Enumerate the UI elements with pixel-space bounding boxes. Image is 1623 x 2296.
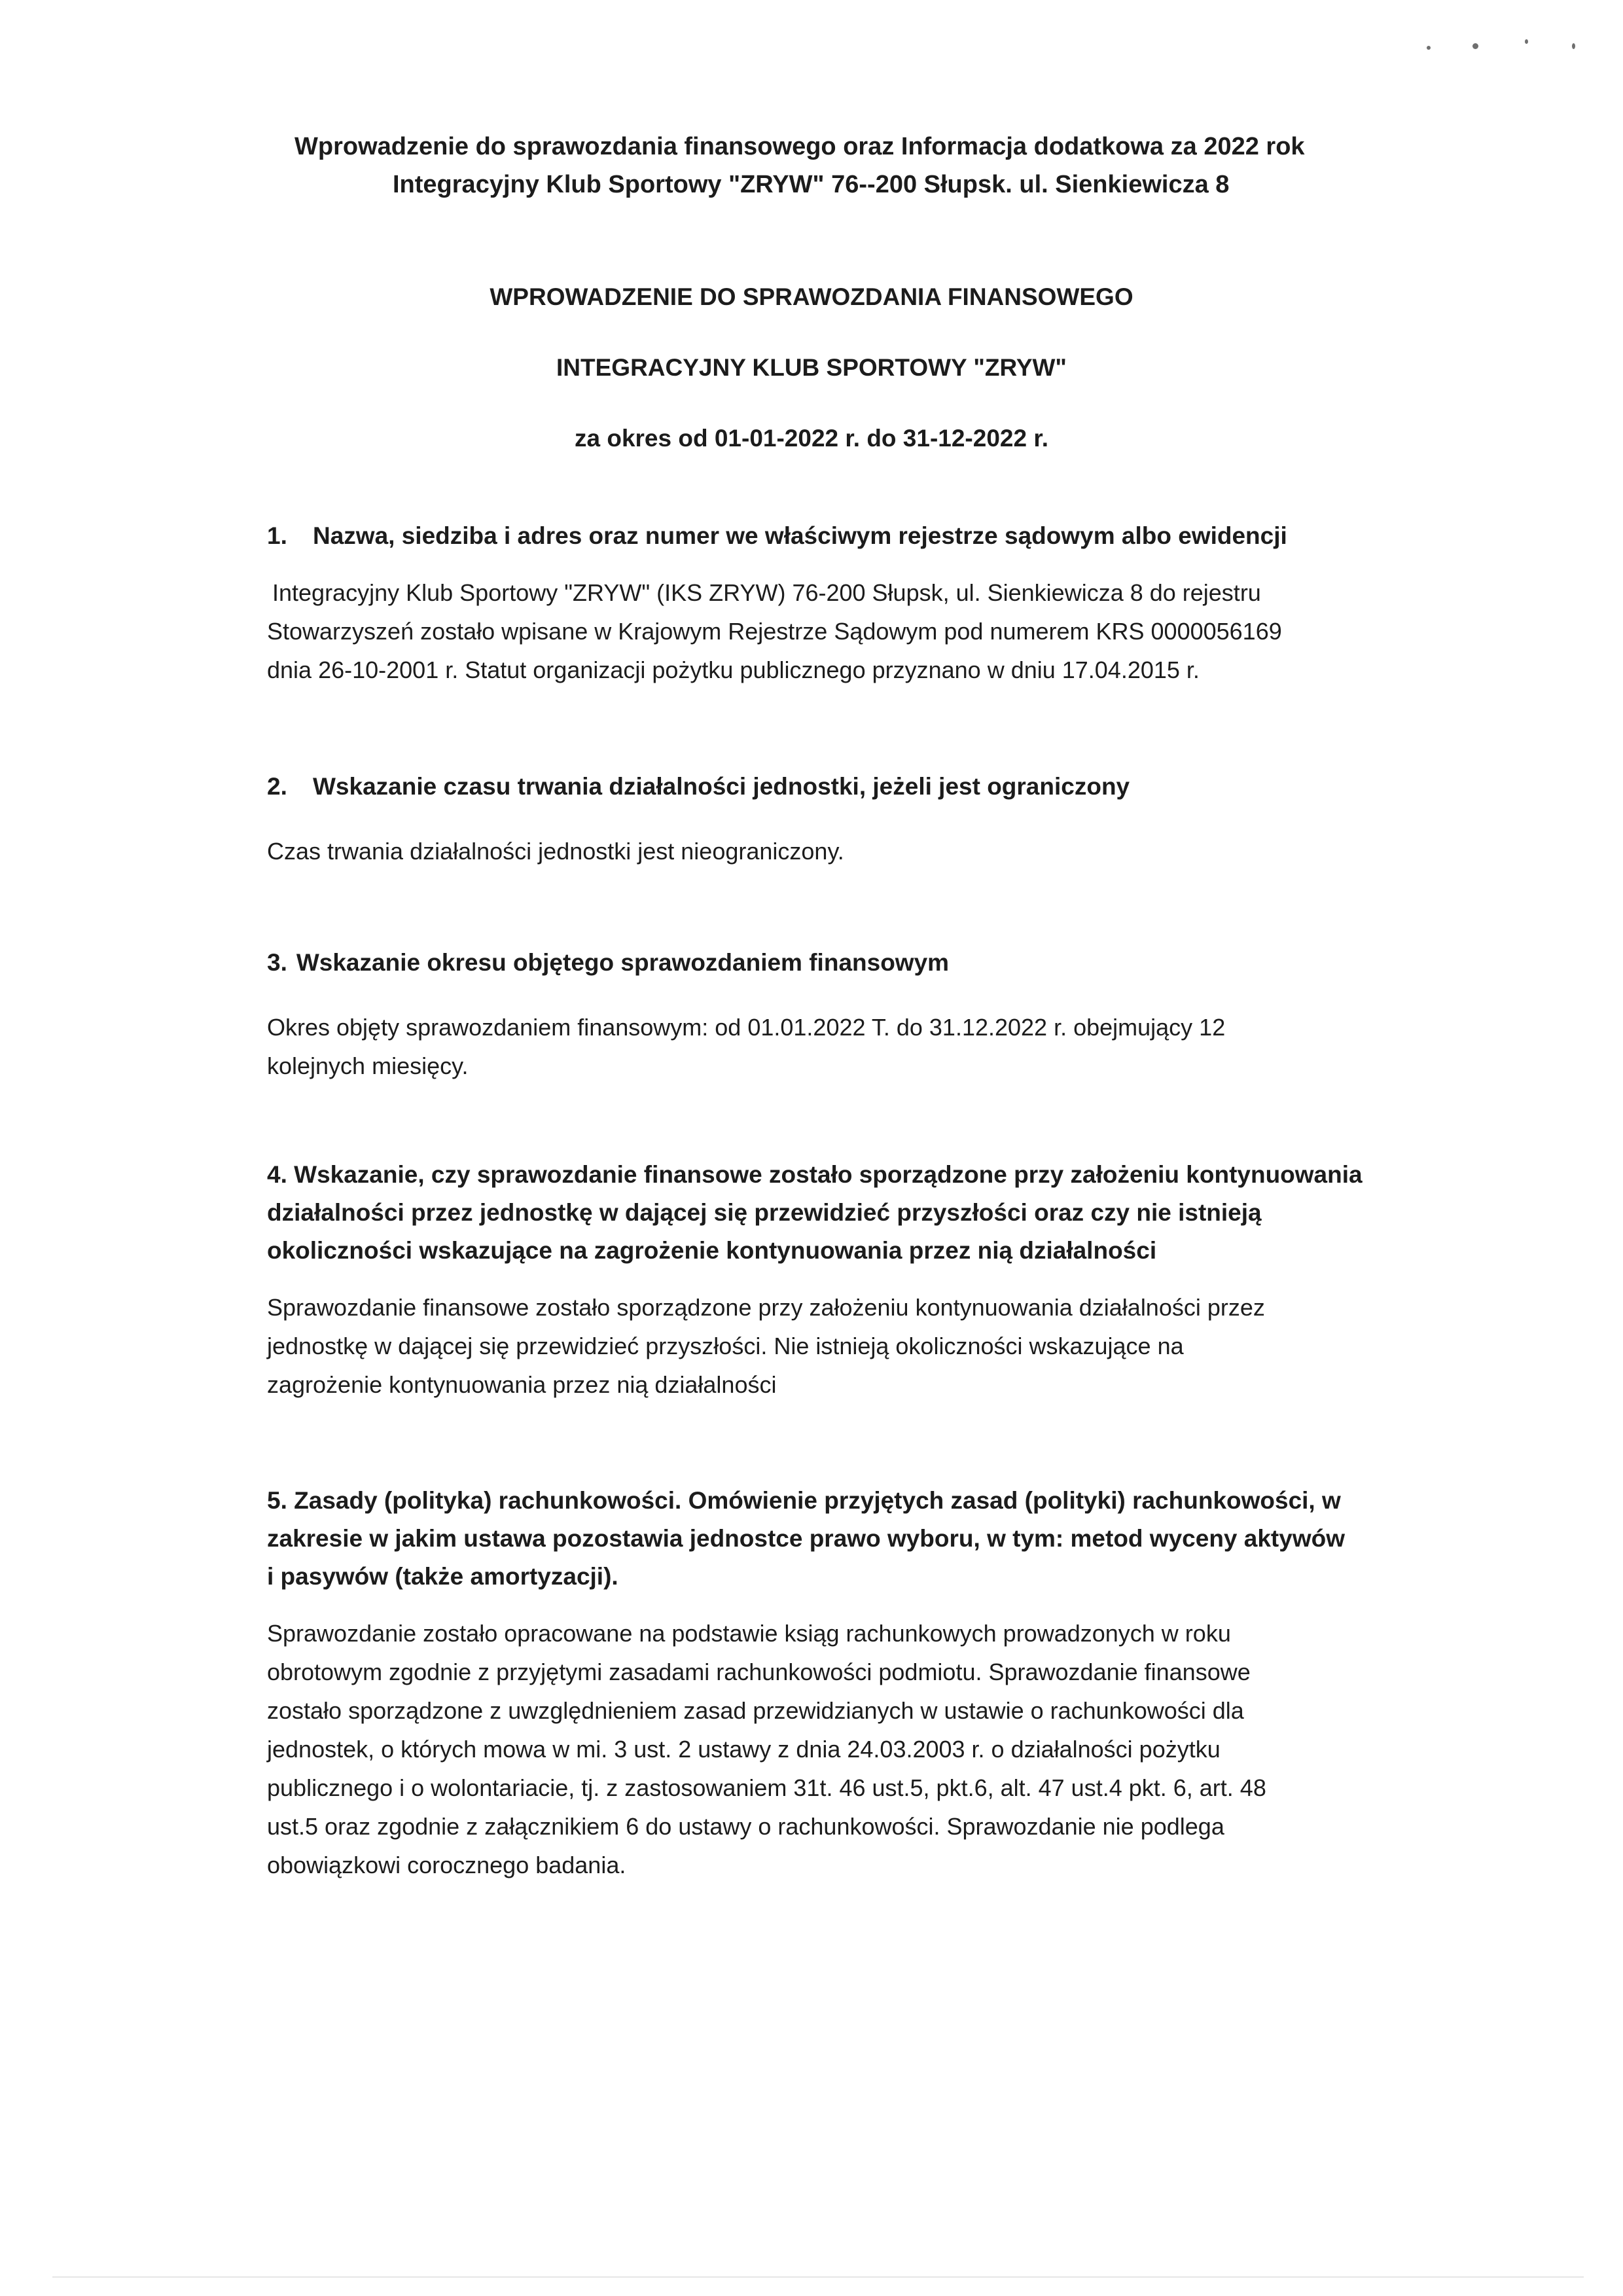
section-heading-line: działalności przez jednostkę w dającej się przewidzieć przyszłości oraz czy nie istnieją [267,1199,1262,1226]
scan-dot [1472,43,1478,49]
body-line: jednostek, o których mowa w mi. 3 ust. 2 ustawy z dnia 24.03.2003 r. o działalności pożytku [267,1736,1221,1763]
document-header [294,128,1407,204]
body-line: zostało sporządzone z uwzględnieniem zasad przewidzianych w ustawie o rachunkowości dla [267,1697,1244,1724]
title-line-2: INTEGRACYJNY KLUB SPORTOWY "ZRYW" [556,354,1067,381]
scan-dot [1525,39,1528,44]
body-line: Sprawozdanie finansowe zostało sporządzone przy założeniu kontynuowania działalności przez [267,1294,1265,1321]
header-line-1: Wprowadzenie do sprawozdania finansowego oraz Informacja dodatkowa za 2022 rok [294,133,1305,160]
scan-dot [1427,46,1431,50]
section-heading-text: Wskazanie czasu trwania działalności jednostki, jeżeli jest ograniczony [313,773,1130,800]
section-2 [267,768,1393,870]
header-line-2: Integracyjny Klub Sportowy "ZRYW" 76--200 Słupsk. ul. Sienkiewicza 8 [393,171,1230,198]
body-line: kolejnych miesięcy. [267,1052,469,1079]
body-line: Okres objęty sprawozdaniem finansowym: od 01.01.2022 T. do 31.12.2022 r. obejmujący 12 [267,1014,1226,1041]
section-heading-line: okoliczności wskazujące na zagrożenie kontynuowania przez nią działalności [267,1237,1157,1264]
section-number: 3. [267,949,287,976]
section-body [267,573,1393,689]
section-heading-text: Zasady (polityka) rachunkowości. Omówienie przyjętych zasad (polityki) rachunkowości, w [294,1487,1341,1514]
body-line: obrotowym zgodnie z przyjętymi zasadami rachunkowości podmiotu. Sprawozdanie finansowe [267,1659,1251,1685]
scan-dot [1572,43,1575,49]
scan-edge-line [52,2276,1584,2278]
body-line: Stowarzyszeń zostało wpisane w Krajowym Rejestrze Sądowym pod numerem KRS 0000056169 [267,618,1282,645]
section-number: 5. [267,1487,287,1514]
body-line: dnia 26-10-2001 r. Statut organizacji pożytku publicznego przyznano w dniu 17.04.2015 r. [267,656,1200,683]
section-heading-text: Wskazanie, czy sprawozdanie finansowe zostało sporządzone przy założeniu kontynuowania [294,1161,1363,1188]
body-line: zagrożenie kontynuowania przez nią działalności [267,1371,777,1398]
section-heading [267,768,1393,806]
body-line: publicznego i o wolontariacie, tj. z zastosowaniem 31t. 46 ust.5, pkt.6, alt. 47 ust.4 pkt. 6, art. 48 [267,1774,1266,1801]
body-line: Czas trwania działalności jednostki jest nieograniczony. [267,838,844,865]
section-body [267,832,1393,870]
section-number: 4. [267,1161,287,1188]
title-line-3: za okres od 01-01-2022 r. do 31-12-2022 r. [575,425,1048,452]
section-heading-line: i pasywów (także amortyzacji). [267,1563,618,1590]
section-3 [267,944,1393,1085]
body-line: Integracyjny Klub Sportowy "ZRYW" (IKS ZRYW) 76-200 Słupsk, ul. Sienkiewicza 8 do rejestru [272,579,1261,606]
section-heading-text: Wskazanie okresu objętego sprawozdaniem finansowym [296,949,950,976]
title-line-1: WPROWADZENIE DO SPRAWOZDANIA FINANSOWEGO [490,283,1133,310]
section-number: 1. [267,522,287,549]
section-5 [267,1482,1393,1884]
section-body [267,1614,1393,1884]
section-heading [267,944,1393,982]
section-heading [267,517,1393,555]
scan-artifacts [1427,34,1584,60]
section-4 [267,1156,1393,1404]
section-heading-line [267,1482,1393,1520]
body-line: obowiązkowi corocznego badania. [267,1852,626,1878]
section-1 [267,517,1393,689]
section-number: 2. [267,773,287,800]
section-body [267,1008,1393,1085]
section-heading-text: Nazwa, siedziba i adres oraz numer we właściwym rejestrze sądowym albo ewidencji [313,522,1287,549]
section-heading [267,1156,1393,1270]
section-body [267,1288,1393,1404]
body-line: Sprawozdanie zostało opracowane na podstawie ksiąg rachunkowych prowadzonych w roku [267,1620,1231,1647]
section-heading-line: zakresie w jakim ustawa pozostawia jednostce prawo wyboru, w tym: metod wyceny aktywów [267,1525,1345,1552]
document-title [0,278,1623,490]
body-line: jednostkę w dającej się przewidzieć przyszłości. Nie istnieją okoliczności wskazujące na [267,1333,1184,1359]
section-heading-line [267,1156,1393,1194]
section-heading [267,1482,1393,1596]
body-line: ust.5 oraz zgodnie z załącznikiem 6 do ustawy o rachunkowości. Sprawozdanie nie podlega [267,1813,1224,1840]
